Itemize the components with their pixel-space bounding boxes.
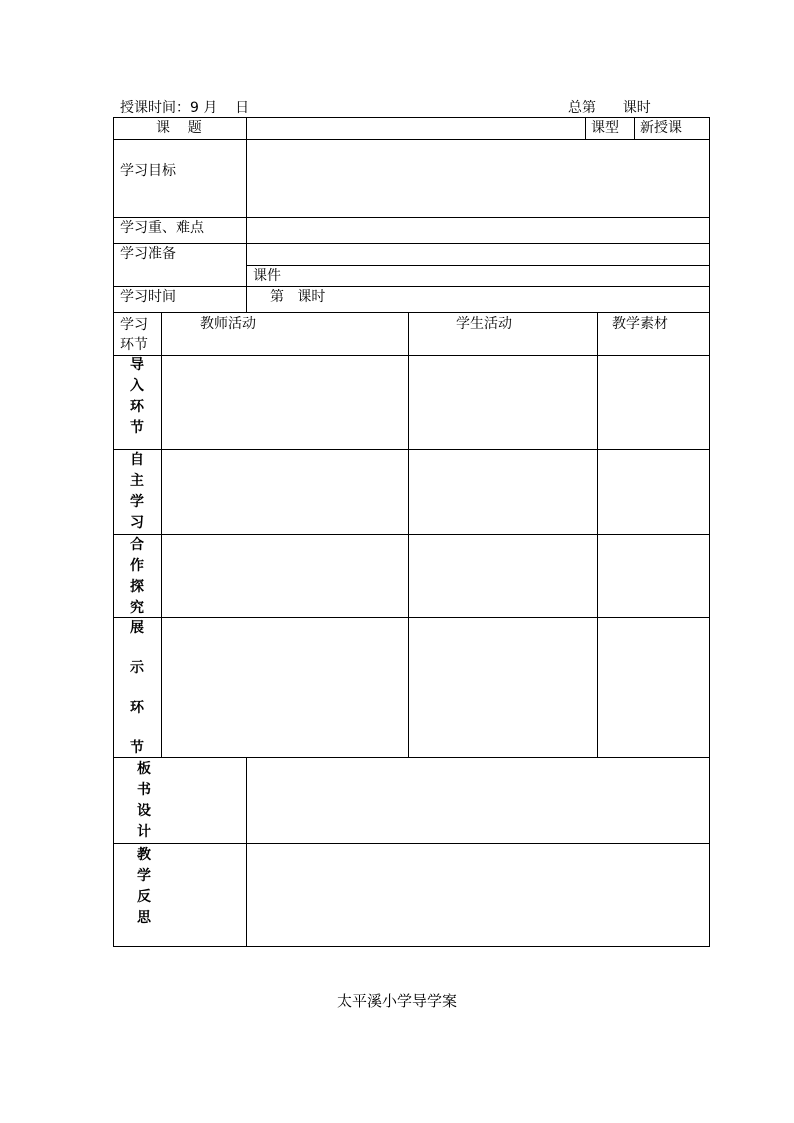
goals-label: 学习目标: [120, 163, 176, 179]
time-label: 学习时间: [120, 289, 176, 305]
time-value: 第 课时: [270, 289, 326, 305]
column-header-stage: 学习 环节: [120, 317, 148, 353]
type-label: 课型: [591, 120, 619, 136]
type-value: 新授课: [640, 120, 682, 136]
prep-courseware: 课件: [253, 268, 281, 284]
stage-label-self-study: 自 主 学 习: [130, 452, 144, 531]
column-header-material: 教学素材: [612, 316, 668, 332]
total-lessons: 总第 课时: [568, 100, 651, 116]
lesson-time: 授课时间：9 月 日: [120, 100, 250, 116]
board-design-label: 板 书 设 计: [137, 761, 151, 840]
stage-label-intro: 导 入 环 节: [130, 357, 144, 436]
column-header-student: 学生活动: [456, 316, 512, 332]
topic-label: 课 题: [156, 120, 202, 136]
stage-label-cooperation: 合 作 探 究: [130, 537, 144, 616]
prep-label: 学习准备: [120, 246, 176, 262]
key-points-label: 学习重、难点: [120, 220, 204, 236]
footer-school: 太平溪小学导学案: [336, 992, 457, 1010]
stage-label-presentation: 展 示 环 节: [130, 620, 144, 756]
column-header-teacher: 教师活动: [200, 316, 256, 332]
reflection-label: 教 学 反 思: [137, 847, 151, 926]
